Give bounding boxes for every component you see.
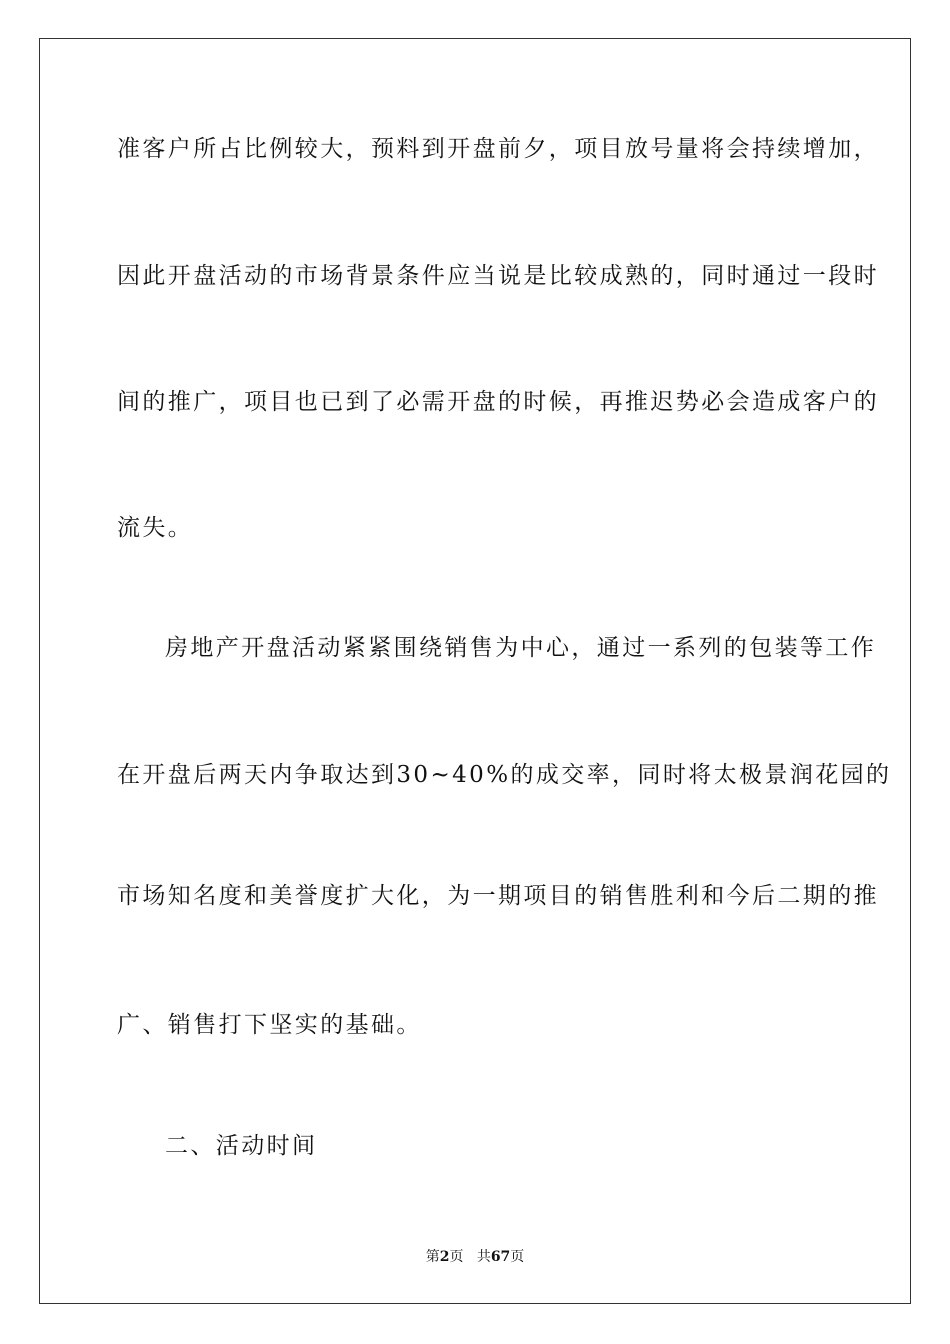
- page-footer: [0, 1247, 950, 1267]
- footer-total-suffix: 页: [510, 1249, 525, 1265]
- footer-page-number: 2: [439, 1249, 450, 1265]
- body-line-6: 在开盘后两天内争取达到30~40%的成交率，同时将太极景润花园的: [117, 762, 892, 788]
- body-line-2: 因此开盘活动的市场背景条件应当说是比较成熟的，同时通过一段时: [117, 263, 879, 289]
- page-border: [39, 38, 911, 1304]
- body-line-3: 间的推广，项目也已到了必需开盘的时候，再推迟势必会造成客户的: [117, 389, 879, 415]
- body-line-5: 房地产开盘活动紧紧围绕销售为中心，通过一系列的包装等工作: [165, 635, 877, 661]
- section-heading-activity-time: 二、活动时间: [165, 1133, 318, 1159]
- footer-total-pages: 67: [490, 1249, 511, 1265]
- body-line-7: 市场知名度和美誉度扩大化，为一期项目的销售胜利和今后二期的推: [117, 883, 879, 909]
- body-line-8: 广、销售打下坚实的基础。: [117, 1012, 422, 1038]
- body-line-4: 流失。: [117, 515, 194, 541]
- footer-page-suffix: 页: [449, 1249, 464, 1265]
- footer-page-prefix: 第: [425, 1249, 440, 1265]
- footer-total-prefix: 共: [476, 1249, 491, 1265]
- body-line-1: 准客户所占比例较大，预料到开盘前夕，项目放号量将会持续增加，: [117, 136, 879, 162]
